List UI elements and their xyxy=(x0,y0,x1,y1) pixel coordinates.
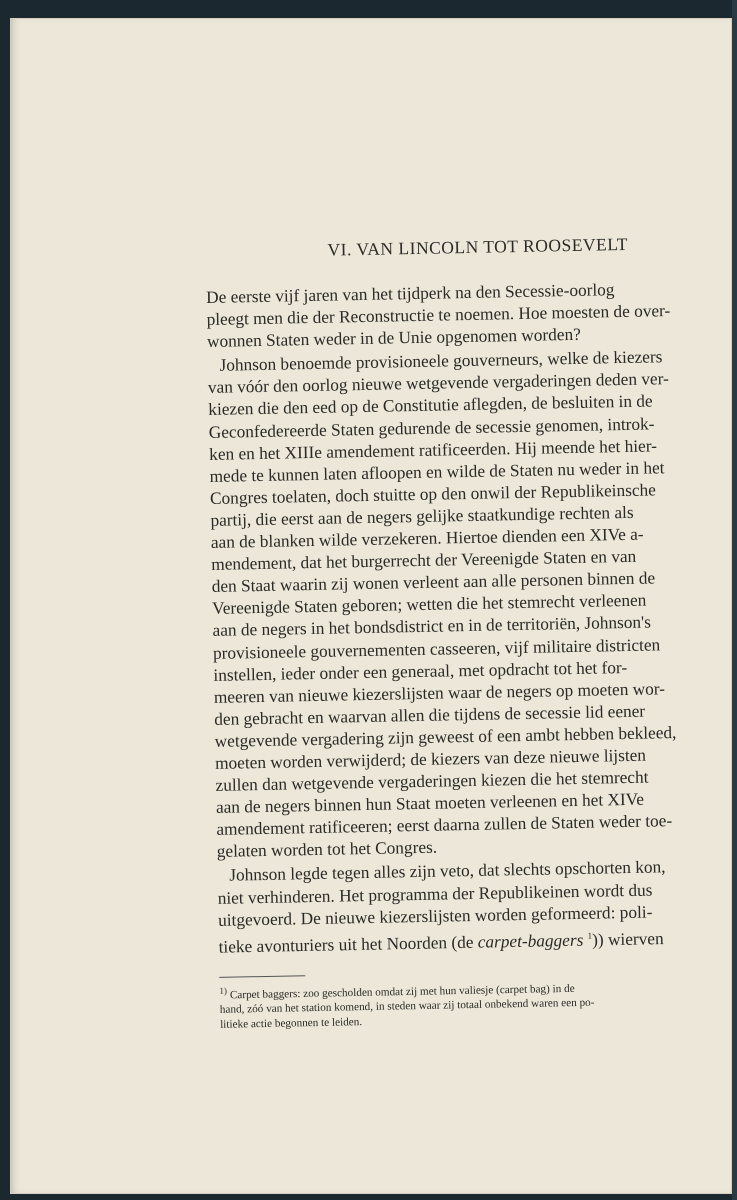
text-line: aan de negers in het bondsdistrict en in de territoriën, Johnson's xyxy=(212,612,652,641)
text-line: gelaten worden tot het Congres. xyxy=(216,838,438,862)
text-line: uitgevoerd. De nieuwe kiezerslijsten worden geformeerd: poli- xyxy=(217,902,653,930)
text-line: den Staat waarin zij wonen verleent aan alle personen binnen de xyxy=(211,568,656,597)
text-line: meeren van nieuwe kiezerslijsten waar de negers op moeten wor- xyxy=(213,678,666,707)
text-line: den gebracht en waarvan allen die tijdens de secessie lid eener xyxy=(214,701,646,729)
chapter-title: VI. VAN LINCOLN TOT ROOSEVELT xyxy=(327,233,629,260)
text-line: De eerste vijf jaren van het tijdperk na den Secessie-oorlog xyxy=(205,280,615,307)
text-line: provisioneele gouvernementen casseeren, vijf militaire districten xyxy=(212,634,661,663)
page-edge xyxy=(732,0,737,1200)
footnote-line: litieke actie begonnen te leiden. xyxy=(220,1016,363,1032)
text-line: amendement ratificeeren; eerst daarna zullen de Staten weder toe- xyxy=(216,811,673,840)
text-line: partij, die eerst aan de negers gelijke staatkundige rechten als xyxy=(210,502,634,530)
text-line: zullen dan wetgevende vergaderingen kiezen die het stemrecht xyxy=(215,767,649,795)
text-fragment: tieke avonturiers uit het Noorden (de xyxy=(218,932,478,957)
text-line: Johnson legde tegen alles zijn veto, dat slechts opschorten kon, xyxy=(229,857,666,886)
text-line: Johnson benoemde provisioneele gouverneurs, welke de kiezers xyxy=(219,347,663,376)
italic-term: carpet-baggers xyxy=(477,930,584,952)
text-line: pleegt men die der Reconstructie te noemen. Hoe moesten de over- xyxy=(206,301,671,330)
text-line: wonnen Staten weder in de Unie opgenomen worden? xyxy=(206,324,581,352)
footnote-marker: 1 xyxy=(587,930,593,941)
paragraph-3 xyxy=(217,856,724,959)
paragraph-2 xyxy=(207,346,722,864)
text-line: aan de blanken wilde verzekeren. Hiertoe dienden een XIVe a- xyxy=(210,524,644,552)
text-line: mede te kunnen laten afloopen en wilde de Staten nu weder in het xyxy=(209,457,665,486)
text-line: wetgevende vergadering zijn geweest of een ambt hebben bekleed, xyxy=(214,722,677,751)
footnote-label: 1) xyxy=(219,985,228,996)
text-line: ken en het XIIIe amendement ratificeerden. Hij meende het hier- xyxy=(209,436,658,464)
text-line: Geconfedereerde Staten gedurende de secessie genomen, introk- xyxy=(208,413,655,442)
page-content xyxy=(205,226,725,1033)
text-line: instellen, ieder onder een generaal, met opdracht tot het for- xyxy=(213,657,628,685)
paragraph-1 xyxy=(206,277,712,353)
text-line: niet verhinderen. Het programma der Republikeinen wordt dus xyxy=(217,880,653,908)
text-line: aan de negers binnen hun Staat moeten verleenen en het XIVe xyxy=(215,789,645,818)
book-page xyxy=(10,18,732,1194)
text-fragment: )) wierven xyxy=(591,928,664,950)
footnote-line: hand, zóó van het station komend, in steden waar zij totaal onbekend waren een po- xyxy=(219,996,595,1017)
footnote xyxy=(219,974,725,1033)
text-line: mendement, dat het burgerrecht der Vereenigde Staten en van xyxy=(211,546,637,575)
text-line: kiezen die den eed op de Constitutie aflegden, de besluiten in de xyxy=(208,391,653,420)
text-line: moeten worden verwijderd; de kiezers van deze nieuwe lijsten xyxy=(214,745,647,773)
text-line: van vóór den oorlog nieuwe wetgevende vergaderingen deden ver- xyxy=(207,369,669,398)
footnote-text: Carpet baggers: zoo gescholden omdat zij met hun valiesje (carpet bag) in de xyxy=(226,982,575,1002)
footnote-separator xyxy=(219,975,305,978)
text-line: Congres toelaten, doch stuitte op den onwil der Republikeinsche xyxy=(209,480,656,508)
text-line: Vereenigde Staten geboren; wetten die het stemrecht verleenen xyxy=(211,590,647,619)
